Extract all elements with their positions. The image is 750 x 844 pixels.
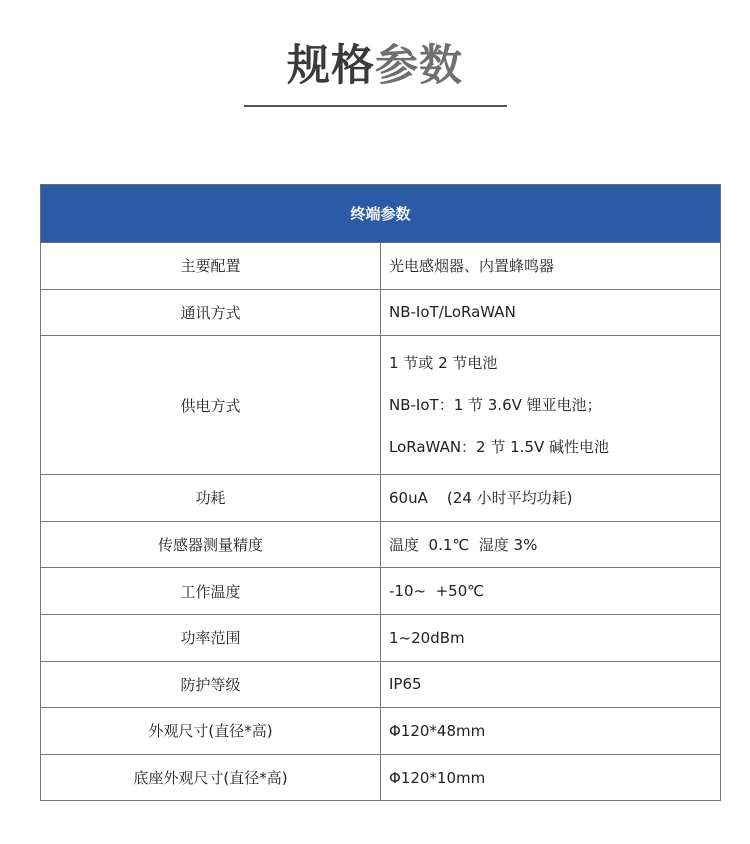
page-title-dark: 规格 bbox=[287, 41, 375, 91]
table-row-power-range bbox=[41, 614, 721, 661]
table-row-protection-level bbox=[41, 661, 721, 708]
row-label: 功耗 bbox=[41, 475, 381, 522]
row-value: 温度 0.1℃ 湿度 3% bbox=[381, 521, 721, 568]
row-value bbox=[381, 336, 721, 475]
row-value: NB-IoT/LoRaWAN bbox=[381, 289, 721, 336]
power-supply-line: 1 节或 2 节电池 bbox=[389, 354, 498, 373]
table-row-dimensions bbox=[41, 708, 721, 755]
row-label: 功率范围 bbox=[41, 614, 381, 661]
table-row-operating-temperature bbox=[41, 568, 721, 615]
row-value: IP65 bbox=[381, 661, 721, 708]
row-label: 供电方式 bbox=[41, 336, 381, 475]
row-label: 底座外观尺寸(直径*高) bbox=[41, 754, 381, 801]
power-supply-line: LoRaWAN：2 节 1.5V 碱性电池 bbox=[389, 438, 610, 457]
row-value: Φ120*10mm bbox=[381, 754, 721, 801]
table-row-sensor-accuracy bbox=[41, 521, 721, 568]
table-row-base-dimensions bbox=[41, 754, 721, 801]
row-value: 60uA (24 小时平均功耗) bbox=[381, 475, 721, 522]
row-value: Φ120*48mm bbox=[381, 708, 721, 755]
row-label: 工作温度 bbox=[41, 568, 381, 615]
row-label: 通讯方式 bbox=[41, 289, 381, 336]
row-value: 光电感烟器、内置蜂鸣器 bbox=[381, 243, 721, 290]
spec-table bbox=[40, 184, 721, 801]
title-underline bbox=[244, 105, 507, 107]
row-value: -10~ +50℃ bbox=[381, 568, 721, 615]
row-label: 防护等级 bbox=[41, 661, 381, 708]
row-value: 1~20dBm bbox=[381, 614, 721, 661]
table-row-power-consumption bbox=[41, 475, 721, 522]
page-title bbox=[0, 38, 750, 94]
table-header-row bbox=[41, 185, 721, 243]
table-header: 终端参数 bbox=[41, 185, 721, 243]
row-label: 传感器测量精度 bbox=[41, 521, 381, 568]
power-supply-lines bbox=[389, 353, 720, 457]
table-row-communication bbox=[41, 289, 721, 336]
row-label: 外观尺寸(直径*高) bbox=[41, 708, 381, 755]
table-row-main-config bbox=[41, 243, 721, 290]
power-supply-line: NB-IoT：1 节 3.6V 锂亚电池； bbox=[389, 396, 602, 415]
table-row-power-supply bbox=[41, 336, 721, 475]
page-title-light: 参数 bbox=[375, 41, 463, 91]
row-label: 主要配置 bbox=[41, 243, 381, 290]
